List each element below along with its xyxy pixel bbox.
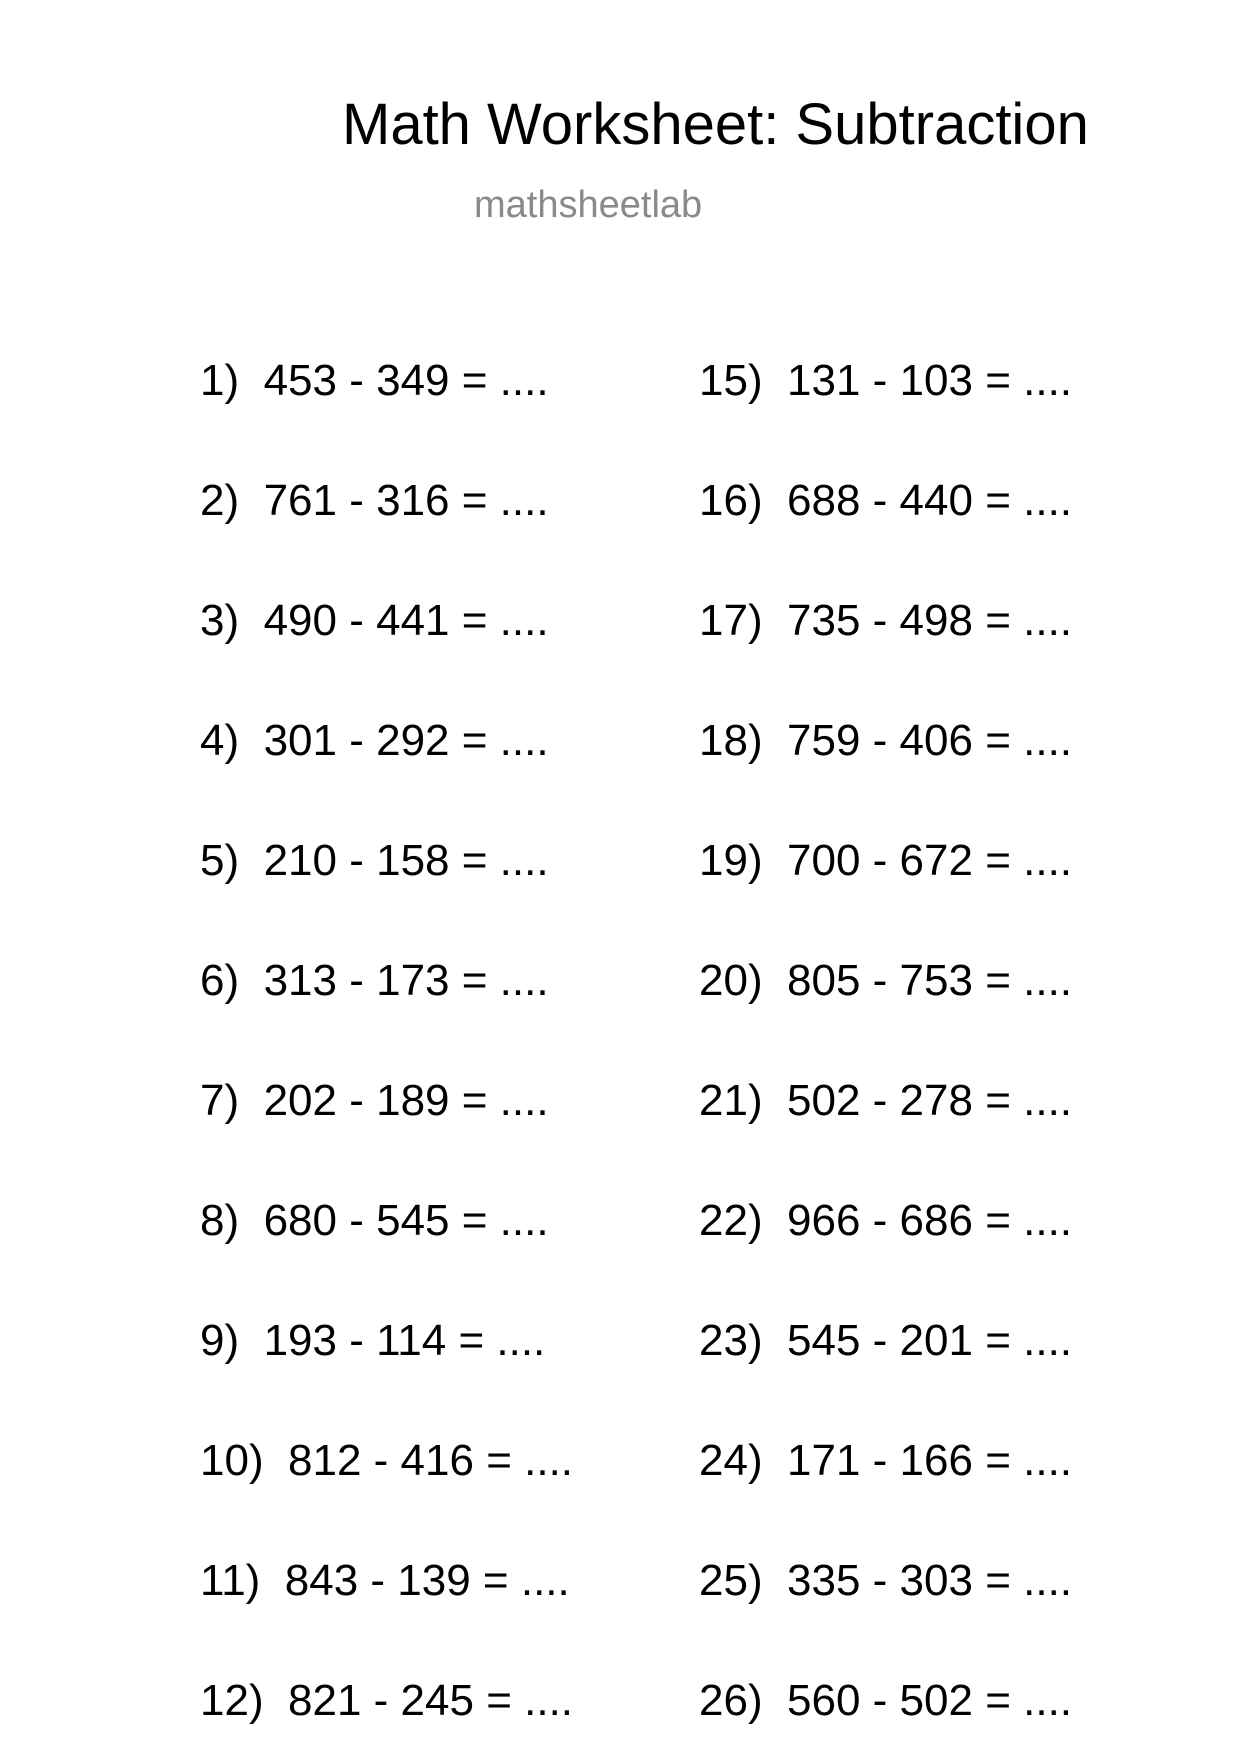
problem-number: 22)	[699, 1196, 763, 1245]
problem-number: 6)	[200, 956, 240, 1005]
problem-item	[200, 1316, 546, 1365]
problem-expression: 171 - 166 = ....	[787, 1436, 1073, 1485]
problem-expression: 210 - 158 = ....	[263, 836, 549, 885]
problem-number: 15)	[699, 356, 763, 405]
problem-item	[200, 1076, 549, 1125]
problem-item	[699, 596, 1073, 645]
problem-number: 10)	[200, 1436, 264, 1485]
problem-item	[699, 476, 1073, 525]
problem-expression: 193 - 114 = ....	[263, 1316, 546, 1365]
problem-item	[200, 956, 549, 1005]
problem-item	[699, 1076, 1073, 1125]
problem-expression: 131 - 103 = ....	[787, 356, 1073, 405]
problem-item	[699, 956, 1073, 1005]
problem-number: 16)	[699, 476, 763, 525]
problem-expression: 490 - 441 = ....	[263, 596, 549, 645]
problem-number: 2)	[200, 476, 240, 525]
problem-expression: 735 - 498 = ....	[787, 596, 1073, 645]
problem-item	[200, 1196, 549, 1245]
problem-number: 24)	[699, 1436, 763, 1485]
problem-item	[699, 1316, 1073, 1365]
problem-expression: 700 - 672 = ....	[787, 836, 1073, 885]
problem-item	[200, 1676, 574, 1725]
problem-expression: 502 - 278 = ....	[787, 1076, 1073, 1125]
problem-number: 18)	[699, 716, 763, 765]
problem-expression: 812 - 416 = ....	[288, 1436, 574, 1485]
worksheet-brand: mathsheetlab	[474, 184, 703, 226]
problem-number: 25)	[699, 1556, 763, 1605]
problem-item	[200, 476, 549, 525]
problem-number: 23)	[699, 1316, 763, 1365]
problem-item	[200, 1436, 574, 1485]
problem-expression: 821 - 245 = ....	[288, 1676, 574, 1725]
problem-item	[699, 1676, 1073, 1725]
problem-expression: 545 - 201 = ....	[787, 1316, 1073, 1365]
problem-number: 12)	[200, 1676, 264, 1725]
problem-item	[699, 836, 1073, 885]
problem-expression: 202 - 189 = ....	[263, 1076, 549, 1125]
problem-number: 8)	[200, 1196, 240, 1245]
problem-number: 21)	[699, 1076, 763, 1125]
problem-expression: 759 - 406 = ....	[787, 716, 1073, 765]
problem-item	[200, 596, 549, 645]
problem-expression: 560 - 502 = ....	[787, 1676, 1073, 1725]
problem-item	[699, 1556, 1073, 1605]
problem-number: 26)	[699, 1676, 763, 1725]
problem-expression: 313 - 173 = ....	[263, 956, 549, 1005]
problem-item	[200, 716, 549, 765]
problem-item	[200, 836, 549, 885]
problem-number: 1)	[200, 356, 240, 405]
problem-item	[200, 1556, 570, 1605]
worksheet-title: Math Worksheet: Subtraction	[342, 92, 1089, 157]
problem-number: 4)	[200, 716, 240, 765]
problem-expression: 335 - 303 = ....	[787, 1556, 1073, 1605]
problem-expression: 805 - 753 = ....	[787, 956, 1073, 1005]
problem-number: 20)	[699, 956, 763, 1005]
problem-expression: 761 - 316 = ....	[263, 476, 549, 525]
problem-item	[699, 356, 1073, 405]
problem-item	[699, 1436, 1073, 1485]
problem-expression: 680 - 545 = ....	[263, 1196, 549, 1245]
problem-number: 19)	[699, 836, 763, 885]
problem-item	[699, 716, 1073, 765]
problem-expression: 453 - 349 = ....	[263, 356, 549, 405]
problem-number: 17)	[699, 596, 763, 645]
problem-item	[699, 1196, 1073, 1245]
problem-number: 3)	[200, 596, 240, 645]
problem-item	[200, 356, 549, 405]
problem-number: 5)	[200, 836, 240, 885]
problem-expression: 688 - 440 = ....	[787, 476, 1073, 525]
problem-number: 7)	[200, 1076, 240, 1125]
problem-expression: 301 - 292 = ....	[263, 716, 549, 765]
problem-number: 11)	[200, 1556, 261, 1605]
problem-expression: 843 - 139 = ....	[284, 1556, 570, 1605]
problem-number: 9)	[200, 1316, 240, 1365]
problem-expression: 966 - 686 = ....	[787, 1196, 1073, 1245]
